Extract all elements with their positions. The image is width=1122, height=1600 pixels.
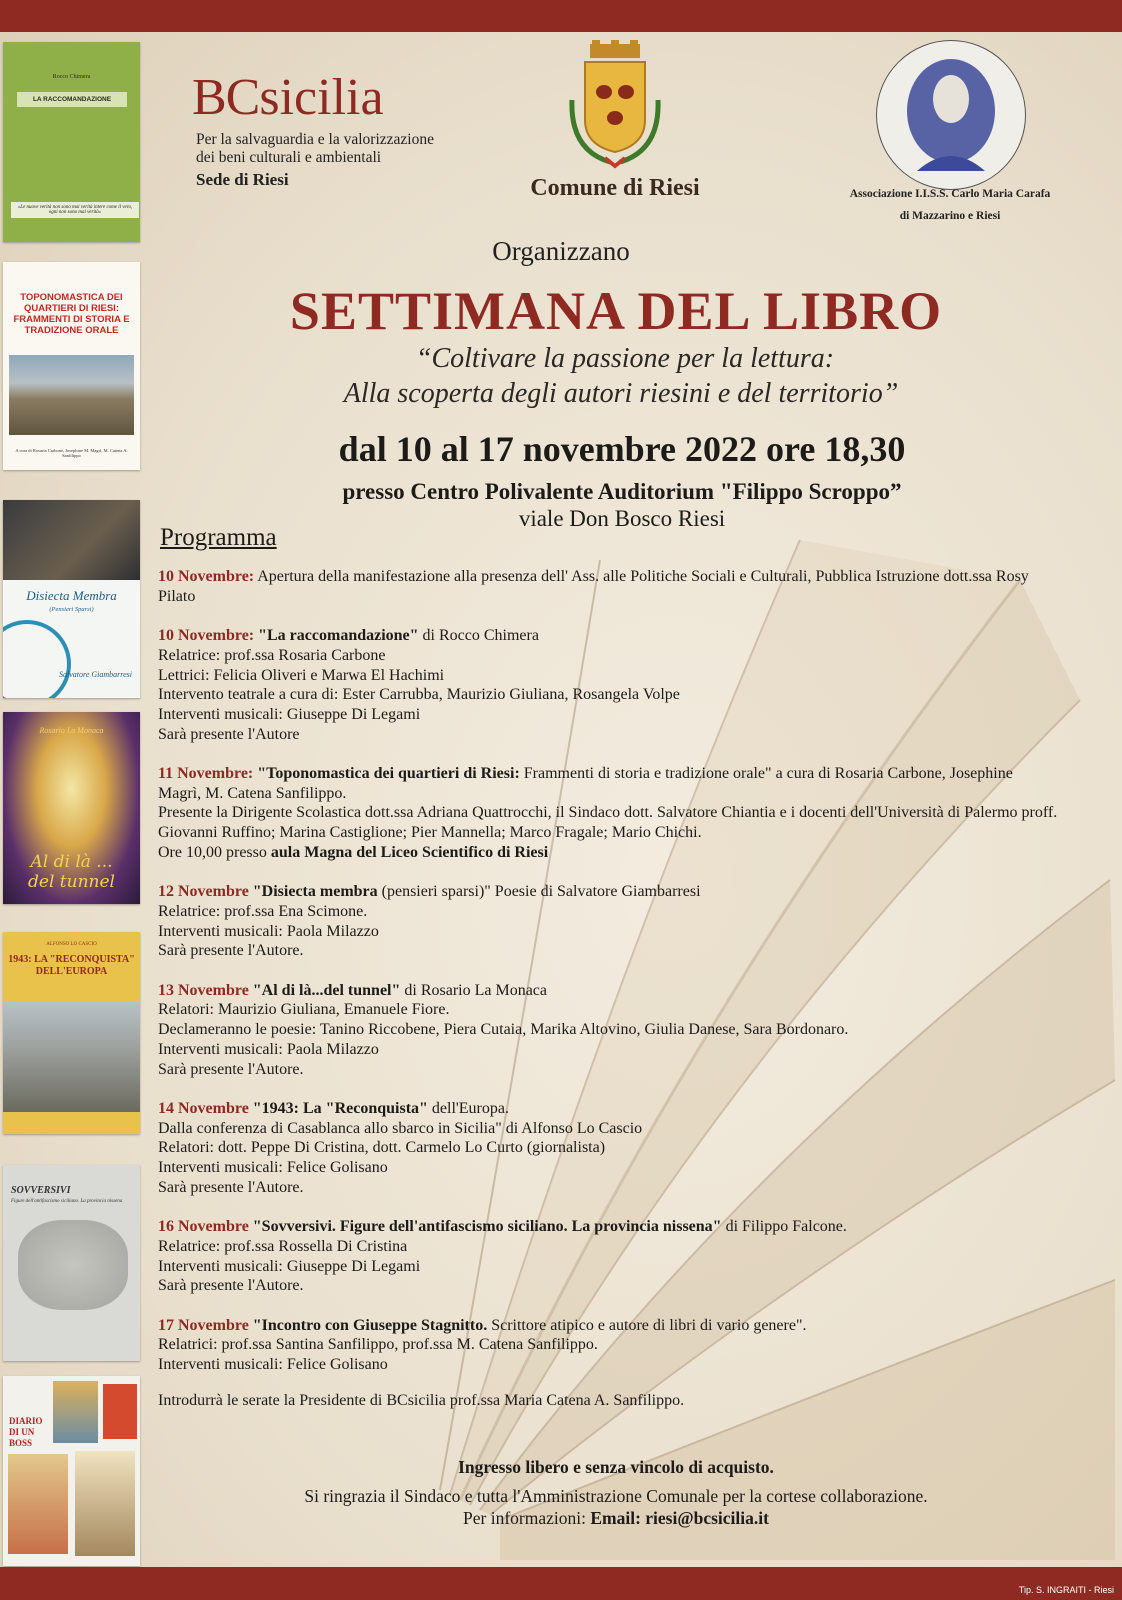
program-item [158, 764, 1058, 863]
program-line: Dalla conferenza di Casablanca allo sbarco in Sicilia" di Alfonso Lo Cascio [158, 1119, 643, 1137]
cover-drawing [18, 1220, 128, 1310]
program-desc: di Filippo Falcone. [721, 1218, 847, 1236]
cover-subtitle: (Pensieri Sparsi) [49, 606, 94, 613]
cover-author: Salvatore Giambarresi [59, 670, 132, 679]
program-line: Relatrice: prof.ssa Rossella Di Cristina [158, 1237, 408, 1255]
association-location: di Mazzarino e Riesi [899, 210, 1001, 222]
program-item [158, 626, 1058, 744]
tagline-line1: Per la salvaguardia e la valorizzazione [196, 131, 434, 148]
contact-info [0, 1508, 1122, 1529]
program-line: Interventi musicali: Giuseppe Di Legami [158, 705, 421, 723]
event-dates: dal 10 al 17 novembre 2022 ore 18,30 [338, 429, 906, 469]
program-line: Interventi musicali: Giuseppe Di Legami [158, 1257, 421, 1275]
program-book-title: "1943: La "Reconquista" [248, 1099, 428, 1117]
program-date: 13 Novembre [158, 981, 249, 999]
bcsicilia-seat: Sede di Riesi [196, 170, 289, 189]
program-line: Lettrici: Felicia Oliveri e Marwa El Hachimi [158, 666, 445, 684]
program-book-title: "Al di là...del tunnel" [248, 981, 401, 999]
program-line: Sarà presente l'Autore. [158, 1060, 304, 1078]
cover-title: DIARIO DI UN BOSS [9, 1416, 43, 1448]
contact-label: Per informazioni: [463, 1508, 591, 1528]
book-cover-sovversivi [3, 1165, 140, 1361]
event-subtitle-line2: Alla scoperta degli autori riesini e del territorio” [343, 378, 899, 409]
event-venue: presso Centro Polivalente Auditorium "Filippo Scroppo” [342, 479, 902, 504]
bcsicilia-logo [192, 70, 384, 126]
program-book-title: "Disiecta membra [248, 883, 378, 901]
event-title: SETTIMANA DEL LIBRO [289, 281, 943, 341]
cover-title: SOVVERSIVI [11, 1185, 71, 1196]
contact-email[interactable]: Email: riesi@bcsicilia.it [590, 1508, 769, 1528]
program-date: 12 Novembre [158, 883, 249, 901]
program-desc: Scrittore atipico e autore di libri di vario genere". [487, 1316, 807, 1334]
program-item [158, 1217, 1058, 1296]
association-name: Associazione I.I.S.S. Carlo Maria Carafa [849, 188, 1051, 200]
book-cover-la-raccomandazione [3, 42, 140, 242]
printer-credit: Tip. S. INGRAITI - Riesi [1018, 1585, 1114, 1595]
free-entry-note: Ingresso libero e senza vincolo di acquisto. [458, 1457, 774, 1477]
program-item [158, 882, 1058, 961]
program-date: 16 Novembre [158, 1218, 249, 1236]
program-book-title: "Toponomastica dei quartieri di Riesi: [253, 765, 520, 782]
top-border [0, 0, 1122, 32]
program-line: Presente la Dirigente Scolastica dott.ssa Adriana Quattrocchi, il Sindaco dott. Salvatore Chiantia e i docenti dell'Università di Palermo proff. Giovanni Ruffino; Marina Castiglione; Pier Mannella; Marco Fragale; Mario Chichi. [158, 804, 1058, 842]
program-book-title: "Sovversivi. Figure dell'antifascismo siciliano. La provincia nissena" [248, 1218, 722, 1236]
program-line: Interventi musicali: Paola Milazzo [158, 922, 379, 940]
cover-subtitle: Figure dell'antifascismo siciliano. La provincia nissena [11, 1199, 123, 1204]
cover-title-line2: del tunnel [28, 872, 115, 892]
program-desc: di Rosario La Monaca [400, 981, 547, 999]
program-line: Ore 10,00 presso [158, 843, 271, 861]
book-cover-al-di-la-del-tunnel [3, 712, 140, 904]
organizers-label: Organizzano [492, 236, 630, 266]
program-line: Relatrice: prof.ssa Ena Scimone. [158, 902, 368, 920]
cover-title: 1943: LA "RECONQUISTA" DELL'EUROPA [8, 954, 135, 977]
cover-circle [3, 620, 71, 698]
bcsicilia-tagline [196, 131, 434, 167]
program-line: Sarà presente l'Autore. [158, 1277, 304, 1295]
cover-title-line1: Al di là ... [30, 852, 113, 872]
cover-title [3, 852, 140, 892]
comune-label: Comune di Riesi [530, 175, 700, 201]
cover-author: Rocco Chimera [52, 74, 91, 80]
cover-quote: «Le nuove verità non sono mai verità intere come il vero, ogni non sono mai verità» [11, 202, 139, 218]
program-location: aula Magna del Liceo Scientifico di Riesi [270, 843, 549, 861]
cover-title: TOPONOMASTICA DEI QUARTIERI DI RIESI: FRAMMENTI DI STORIA E TRADIZIONE ORALE [13, 292, 130, 336]
cover-photo [3, 1002, 140, 1112]
program-line: Interventi musicali: Felice Golisano [158, 1356, 388, 1374]
program-line: Relatori: dott. Peppe Di Cristina, dott. Carmelo Lo Curto (giornalista) [158, 1139, 606, 1157]
bottom-border [0, 1567, 1122, 1600]
program-line: Interventi musicali: Paola Milazzo [158, 1040, 379, 1058]
riesi-coat-of-arms-icon [560, 40, 670, 175]
book-cover-1943-reconquista [3, 932, 140, 1134]
cover-author: ALFONSO LO CASCIO [46, 942, 97, 947]
cover-thumb [53, 1381, 98, 1443]
program-desc: dell'Europa. [427, 1099, 509, 1117]
bc-logo-part: sicilia [259, 69, 384, 126]
program-item [158, 567, 1058, 606]
thanks-note: Si ringrazia il Sindaco e tutta l'Amministrazione Comunale per la cortese collaborazione. [304, 1486, 928, 1506]
cover-title: Disiecta Membra [26, 588, 117, 603]
program-line: Interventi musicali: Felice Golisano [158, 1159, 388, 1177]
program-line: Sarà presente l'Autore. [158, 942, 304, 960]
program-desc: (pensieri sparsi)" Poesie di Salvatore Giambarresi [377, 883, 701, 901]
program-date: 10 Novembre: [158, 568, 255, 585]
program-date: 14 Novembre [158, 1099, 249, 1117]
program-item [158, 981, 1058, 1080]
program-book-title: "La raccomandazione" [254, 627, 419, 645]
event-subtitle-line1: “Coltivare la passione per la lettura: [415, 343, 835, 374]
program-date: 10 Novembre: [158, 627, 255, 645]
program-date: 11 Novembre: [158, 765, 254, 782]
program-line: Sarà presente l'Autore [158, 725, 300, 743]
program-line: Relatori: Maurizio Giuliana, Emanuele Fiore. [158, 1001, 450, 1019]
cover-thumb [103, 1384, 137, 1439]
program-intro-note: Introdurrà le serate la Presidente di BCsicilia prof.ssa Maria Catena A. Sanfilippo. [158, 1392, 685, 1409]
carafa-portrait [876, 40, 1026, 190]
program-line: Intervento teatrale a cura di: Ester Carrubba, Maurizio Giuliana, Rosangela Volpe [158, 686, 680, 704]
cover-curators: A cura di Rosaria Carbone, Josephine M. Magrì, M. Catena A. Sanfilippo [15, 448, 128, 458]
program-list [158, 567, 1058, 1394]
program-line: Sarà presente l'Autore. [158, 1178, 304, 1196]
program-desc: Frammenti di storia e tradizione orale" a cura di Rosaria Carbone, Josephine Magrì, M. Catena Sanfilippo. [158, 765, 1013, 802]
program-book-title: "Incontro con Giuseppe Stagnitto. [248, 1316, 488, 1334]
event-address: viale Don Bosco Riesi [518, 506, 726, 531]
bc-logo-part: BC [192, 69, 260, 126]
cover-title: LA RACCOMANDAZIONE [17, 92, 127, 107]
program-line: Declameranno le poesie: Tanino Riccobene, Piera Cutaia, Marika Altovino, Giulia Danese, Sara Bordonaro. [158, 1021, 849, 1039]
program-heading: Programma [160, 524, 277, 551]
program-item [158, 1099, 1058, 1198]
program-item [158, 1316, 1058, 1375]
tagline-line2: dei beni culturali e ambientali [196, 149, 382, 166]
program-desc: di Rocco Chimera [418, 627, 539, 645]
program-date: 17 Novembre [158, 1316, 249, 1334]
cover-author: Rosario La Monaca [39, 726, 104, 735]
program-desc: Apertura della manifestazione alla presenza dell' Ass. alle Politiche Sociali e Culturali, Pubblica Istruzione dott.ssa Rosy Pilato [158, 568, 1029, 605]
program-line: Relatrici: prof.ssa Santina Sanfilippo, prof.ssa M. Catena Sanfilippo. [158, 1336, 598, 1354]
program-line: Relatrice: prof.ssa Rosaria Carbone [158, 646, 386, 664]
